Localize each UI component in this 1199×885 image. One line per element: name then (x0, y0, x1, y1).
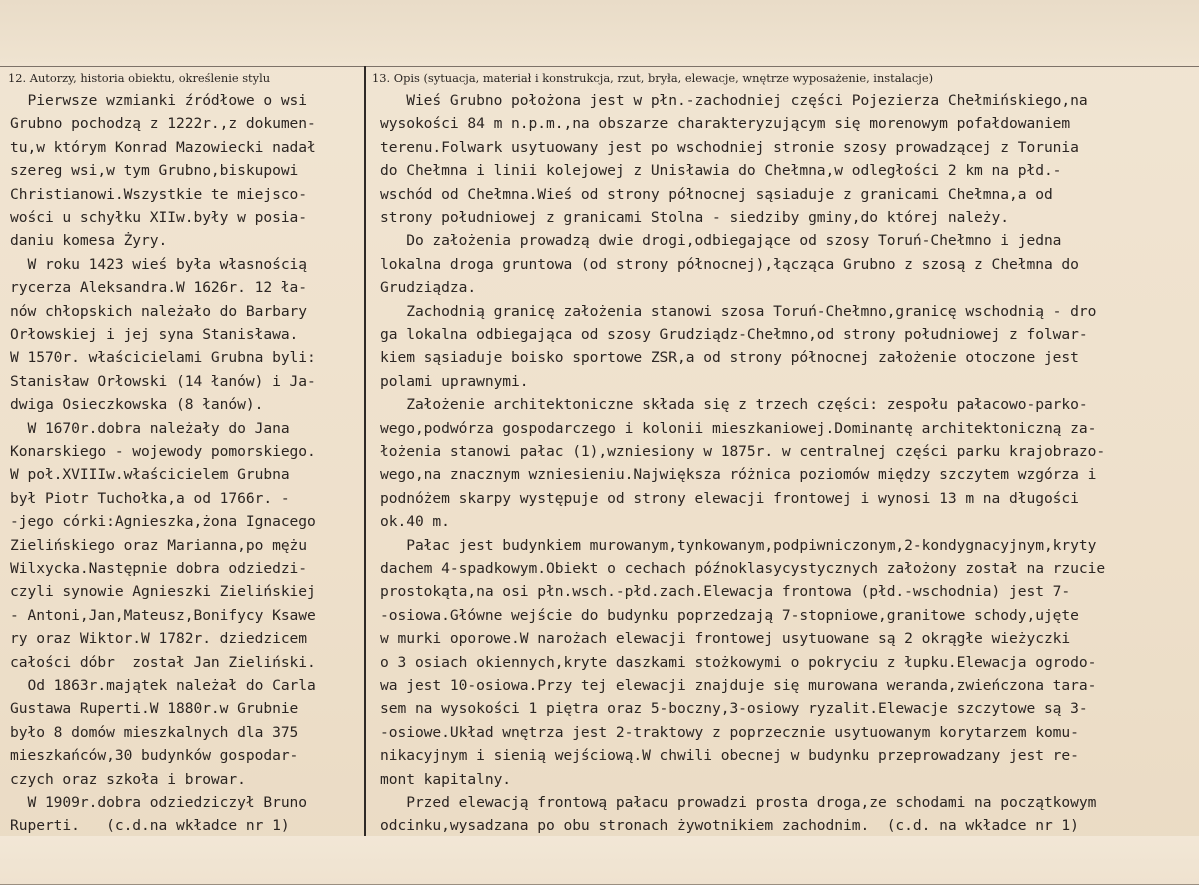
description-text-line: Przed elewacją frontową pałacu prowadzi prosta droga,ze schodami na początkowym (380, 794, 1097, 811)
history-text-line: ry oraz Wiktor.W 1782r. dziedzicem (10, 630, 308, 648)
description-text-line: Zachodnią granicę założenia stanowi szosa Toruń-Chełmno,granicę wschodnią - dro (380, 302, 1097, 320)
history-text-line: tu,w którym Konrad Mazowiecki nadał (10, 138, 316, 156)
description-text-line: kiem sąsiaduje boisko sportowe ZSR,a od strony północnej założenie otoczone jest (380, 349, 1079, 367)
history-text-line: Wilxycka.Następnie dobra odziedzi- (10, 560, 308, 577)
description-text-line: -osiowe.Układ wnętrza jest 2-traktowy z poprzecznie usytuowanym korytarzem komu- (380, 723, 1079, 741)
history-text-line: Christianowi.Wszystkie te miejsco- (10, 185, 308, 203)
history-text-line: Stanisław Orłowski (14 łanów) i Ja- (10, 372, 316, 390)
history-text-line: W poł.XVIIIw.właścicielem Grubna (10, 466, 290, 484)
bottom-strip (0, 836, 1199, 885)
history-text-line: Orłowskiej i jej syna Stanisława. (10, 326, 299, 343)
description-text-line: Założenie architektoniczne składa się z trzech części: zespołu pałacowo-parko- (380, 396, 1088, 414)
history-text-line: Ruperti. (c.d.na wkładce nr 1) (10, 817, 290, 835)
description-text-line: lokalna droga gruntowa (od strony północnej),łącząca Grubno z szosą z Chełmna do (380, 255, 1079, 273)
history-text-line: W roku 1423 wieś była własnością (10, 255, 308, 273)
description-text-line: dachem 4-spadkowym.Obiekt o cechach późnoklasycystycznych założony został na rzucie (380, 560, 1106, 577)
column-divider (364, 66, 366, 836)
history-text-line: wości u schyłku XIIw.były w posia- (10, 209, 308, 226)
description-text-line: terenu.Folwark usytuowany jest po wschodniej stronie szosy prowadzącej z Torunia (380, 138, 1079, 156)
description-text-line: ok.40 m. (380, 513, 450, 531)
history-text-line: Od 1863r.majątek należał do Carla (10, 677, 316, 694)
description-text-line: Grudziądza. (380, 279, 477, 297)
description-text-line: odcinku,wysadzana po obu stronach żywotnikiem zachodnim. (c.d. na wkładce nr 1) (380, 817, 1079, 835)
history-text-line: całości dóbr został Jan Zieliński. (10, 653, 316, 671)
description-text-line: wschód od Chełmna.Wieś od strony północnej sąsiaduje z granicami Chełmna,a od (380, 185, 1053, 203)
history-text-line: rycerza Aleksandra.W 1626r. 12 ła- (10, 279, 308, 297)
description-text-line: Do założenia prowadzą dwie drogi,odbiegające od szosy Toruń-Chełmno i jedna (380, 232, 1062, 250)
header-rule (0, 66, 1199, 67)
history-text-line: nów chłopskich należało do Barbary (10, 302, 308, 320)
description-text-line: polami uprawnymi. (380, 372, 529, 390)
section-13-header: 13. Opis (sytuacja, materiał i konstrukcja, rzut, bryła, elewacje, wnętrze wyposażenie, instalacje) (372, 71, 934, 85)
history-text-line: było 8 domów mieszkalnych dla 375 (10, 723, 299, 741)
history-text-line: W 1909r.dobra odziedziczył Bruno (10, 794, 308, 811)
history-text-line: - Antoni,Jan,Mateusz,Bonifycy Ksawe (10, 606, 316, 624)
history-text-line: W 1670r.dobra należały do Jana (10, 419, 290, 437)
description-text-line: prostokąta,na osi płn.wsch.-płd.zach.Elewacja frontowa (płd.-wschodnia) jest 7- (380, 583, 1071, 601)
top-margin-strip (0, 0, 1199, 62)
description-text-line: strony południowej z granicami Stolna - siedziby gminy,do której należy. (380, 209, 1010, 226)
history-text-line: czyli synowie Agnieszki Zielińskiej (10, 583, 316, 601)
description-text-line: wa jest 10-osiowa.Przy tej elewacji znajduje się murowana weranda,zwieńczona tara- (380, 677, 1097, 694)
description-text-line: Pałac jest budynkiem murowanym,tynkowanym,podpiwniczonym,2-kondygnacyjnym,kryty (380, 536, 1097, 554)
history-text-line: Konarskiego - wojewody pomorskiego. (10, 443, 316, 460)
description-text-line: -osiowa.Główne wejście do budynku poprzedzają 7-stopniowe,granitowe schody,ujęte (380, 606, 1079, 624)
description-text-line: Wieś Grubno położona jest w płn.-zachodniej części Pojezierza Chełmińskiego,na (380, 92, 1088, 109)
description-text-line: wego,podwórza gospodarczego i kolonii mieszkaniowej.Dominantę architektoniczną za- (380, 419, 1097, 437)
description-text-line: łożenia stanowi pałac (1),wzniesiony w 1875r. w centralnej części parku krajobrazo- (380, 443, 1106, 460)
history-text-line: Zielińskiego oraz Marianna,po mężu (10, 536, 308, 554)
description-text-line: nikacyjnym i sienią wejściową.W chwili obecnej w budynku przeprowadzany jest re- (380, 747, 1079, 765)
description-text-line: do Chełmna i linii kolejowej z Unisławia do Chełmna,w odległości 2 km na płd.- (380, 162, 1062, 180)
description-text-line: sem na wysokości 1 piętra oraz 5-boczny,3-osiowy ryzalit.Elewacje szczytowe są 3- (380, 700, 1088, 718)
description-text-line: mont kapitalny. (380, 770, 512, 788)
description-text-line: w murki oporowe.W narożach elewacji frontowej usytuowane są 2 okrągłe wieżyczki (380, 630, 1071, 648)
description-text-line: ga lokalna odbiegająca od szosy Grudziądz-Chełmno,od strony południowej z folwar- (380, 326, 1088, 343)
history-text-line: Pierwsze wzmianki źródłowe o wsi (10, 92, 308, 109)
history-text-line: Grubno pochodzą z 1222r.,z dokumen- (10, 115, 316, 133)
description-text-line: o 3 osiach okiennych,kryte daszkami stożkowymi o pokryciu z łupku.Elewacja ogrodo- (380, 653, 1097, 671)
history-text-line: czych oraz szkoła i browar. (10, 770, 246, 788)
history-text-line: W 1570r. właścicielami Grubna byli: (10, 349, 316, 367)
description-text-line: wego,na znacznym wzniesieniu.Największa różnica poziomów między szczytem wzgórza i (380, 466, 1097, 484)
history-text-line: mieszkańców,30 budynków gospodar- (10, 747, 299, 765)
history-text-line: był Piotr Tuchołka,a od 1766r. - (10, 489, 290, 507)
history-text-line: dwiga Osieczkowska (8 łanów). (10, 396, 264, 414)
history-text-line: Gustawa Ruperti.W 1880r.w Grubnie (10, 700, 299, 718)
description-text-line: podnóżem skarpy występuje od strony elewacji frontowej i wynosi 13 m na długości (380, 489, 1079, 507)
section-12-header: 12. Autorzy, historia obiektu, określenie stylu (8, 71, 271, 85)
description-text-line: wysokości 84 m n.p.m.,na obszarze charakteryzującym się morenowym pofałdowaniem (380, 115, 1071, 133)
history-text-line: -jego córki:Agnieszka,żona Ignacego (10, 513, 316, 531)
history-text-line: szereg wsi,w tym Grubno,biskupowi (10, 162, 299, 180)
history-text-line: daniu komesa Żyry. (10, 232, 168, 250)
